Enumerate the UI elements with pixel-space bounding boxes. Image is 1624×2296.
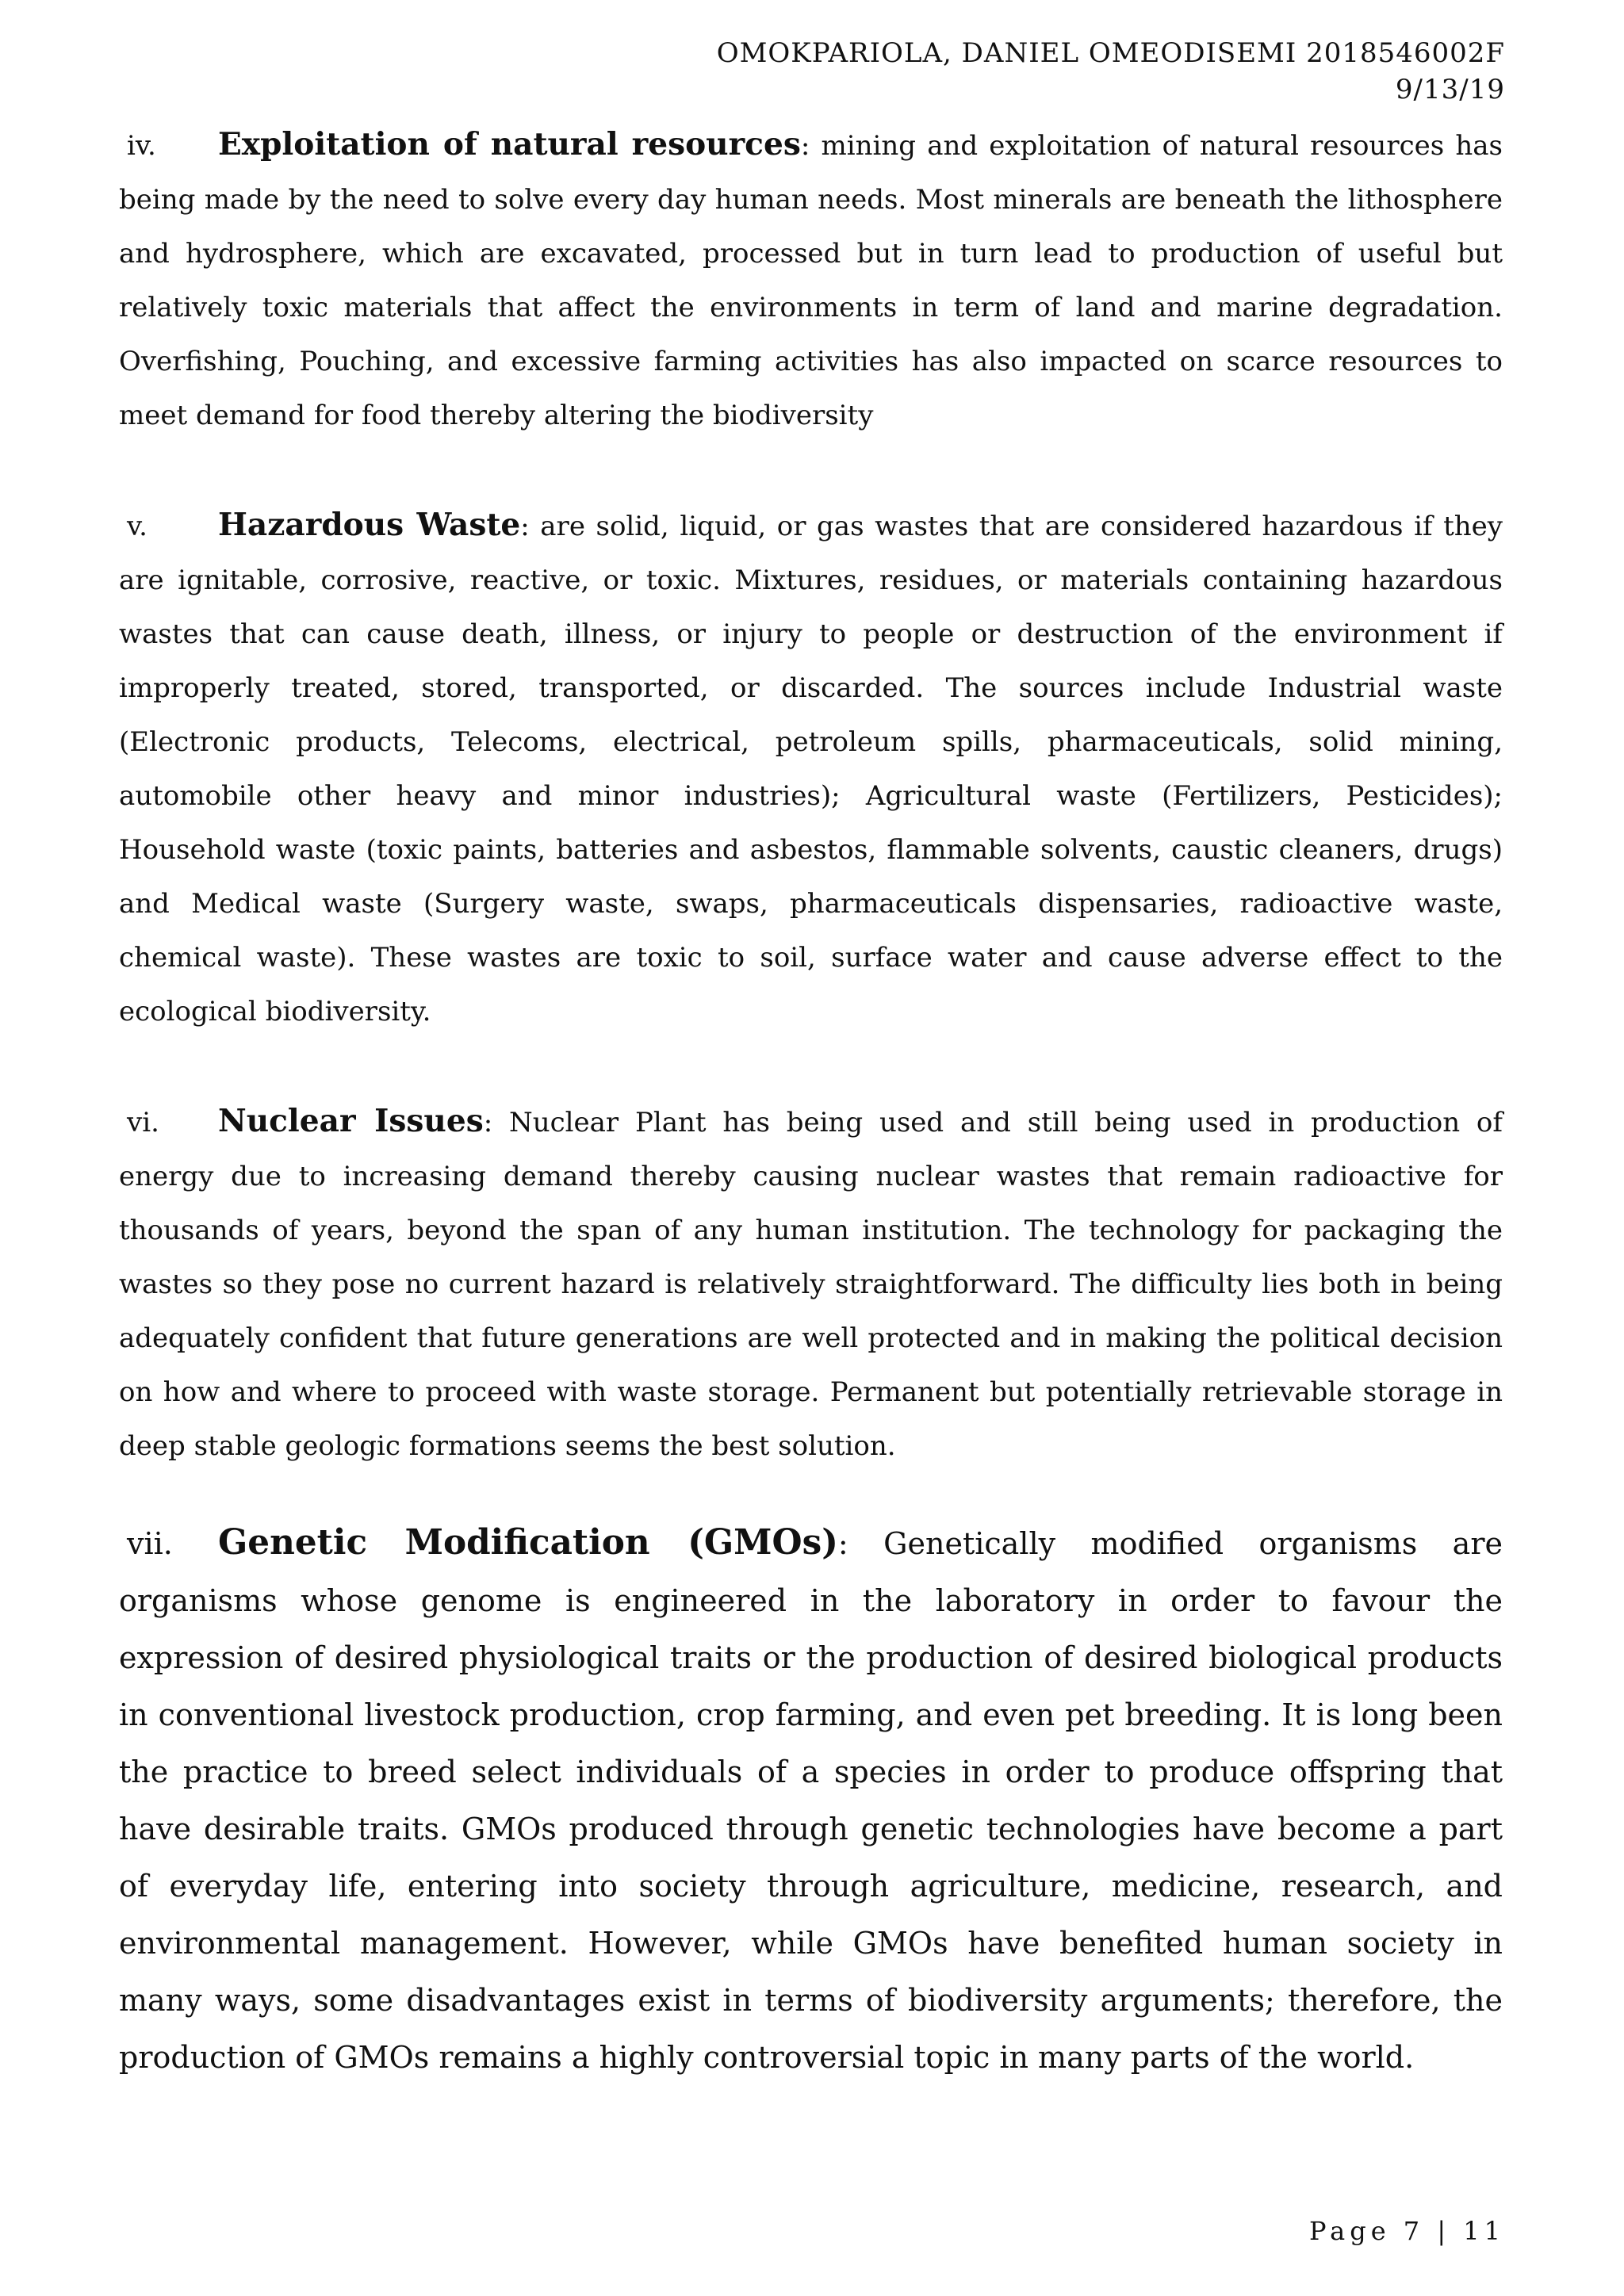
page-number: Page 7 | 11 xyxy=(1309,2216,1505,2246)
section-exploitation-of-natural-resources xyxy=(119,117,1503,442)
section-genetic-modification xyxy=(119,1514,1503,2086)
list-numeral: vii. xyxy=(127,1526,173,1561)
header-date: 9/13/19 xyxy=(1395,74,1505,105)
list-numeral: vi. xyxy=(127,1107,159,1138)
author-line: OMOKPARIOLA, DANIEL OMEODISEMI 2018546002F xyxy=(716,37,1505,69)
section-paragraph xyxy=(119,117,1503,442)
section-term: Nuclear Issues xyxy=(218,1103,484,1139)
section-term: Exploitation of natural resources xyxy=(218,126,801,163)
section-paragraph xyxy=(119,498,1503,1039)
section-term: Genetic Modification (GMOs) xyxy=(218,1522,838,1563)
section-nuclear-issues xyxy=(119,1094,1503,1473)
section-hazardous-waste xyxy=(119,498,1503,1039)
section-paragraph xyxy=(119,1514,1503,2086)
term-colon: : xyxy=(800,130,810,162)
section-text: mining and exploitation of natural resources has being made by the need to solve every day human needs. Most minerals are beneath the lithosphere and hydrosphere, which are excavated, processed but in turn lead to production of useful but relatively toxic materials that affect the environments in term of land and marine degradation. Overfishing, Pouching, and excessive farming activities has also impacted on scarce resources to meet demand for food thereby altering the biodiversity xyxy=(119,130,1503,431)
section-text: are solid, liquid, or gas wastes that are considered hazardous if they are ignitable, corrosive, reactive, or toxic. Mixtures, residues, or materials containing hazardous wastes that can cause death, illness, or injury to people or destruction of the environment if improperly treated, stored, transported, or discarded. The sources include Industrial waste (Electronic products, Telecoms, electrical, petroleum spills, pharmaceuticals, solid mining, automobile other heavy and minor industries); Agricultural waste (Fertilizers, Pesticides); Household waste (toxic paints, batteries and asbestos, flammable solvents, caustic cleaners, drugs) and Medical waste (Surgery waste, swaps, pharmaceuticals dispensaries, radioactive waste, chemical waste). These wastes are toxic to soil, surface water and cause adverse effect to the ecological biodiversity. xyxy=(119,511,1503,1027)
section-term: Hazardous Waste xyxy=(218,507,521,543)
section-text: Nuclear Plant has being used and still being used in production of energy due to increasing demand thereby causing nuclear wastes that remain radioactive for thousands of years, beyond the span of any human institution. The technology for packaging the wastes so they pose no current hazard is relatively straightforward. The difficulty lies both in being adequately confident that future generations are well protected and in making the political decision on how and where to proceed with waste storage. Permanent but potentially retrievable storage in deep stable geologic formations seems the best solution. xyxy=(119,1107,1503,1462)
page-header xyxy=(717,35,1505,108)
term-colon: : xyxy=(483,1107,493,1138)
term-colon: : xyxy=(520,511,530,542)
list-numeral: v. xyxy=(127,511,147,542)
section-text: Genetically modified organisms are organisms whose genome is engineered in the laboratory in order to favour the expression of desired physiological traits or the production of desired biological products in conventional livestock production, crop farming, and even pet breeding. It is long been the practice to breed select individuals of a species in order to produce offspring that have desirable traits. GMOs produced through genetic technologies have become a part of everyday life, entering into society through agriculture, medicine, research, and environmental management. However, while GMOs have benefited human society in many ways, some disadvantages exist in terms of biodiversity arguments; therefore, the production of GMOs remains a highly controversial topic in many parts of the world. xyxy=(119,1526,1503,2075)
section-paragraph xyxy=(119,1094,1503,1473)
list-numeral: iv. xyxy=(127,130,156,162)
term-colon: : xyxy=(837,1526,848,1561)
